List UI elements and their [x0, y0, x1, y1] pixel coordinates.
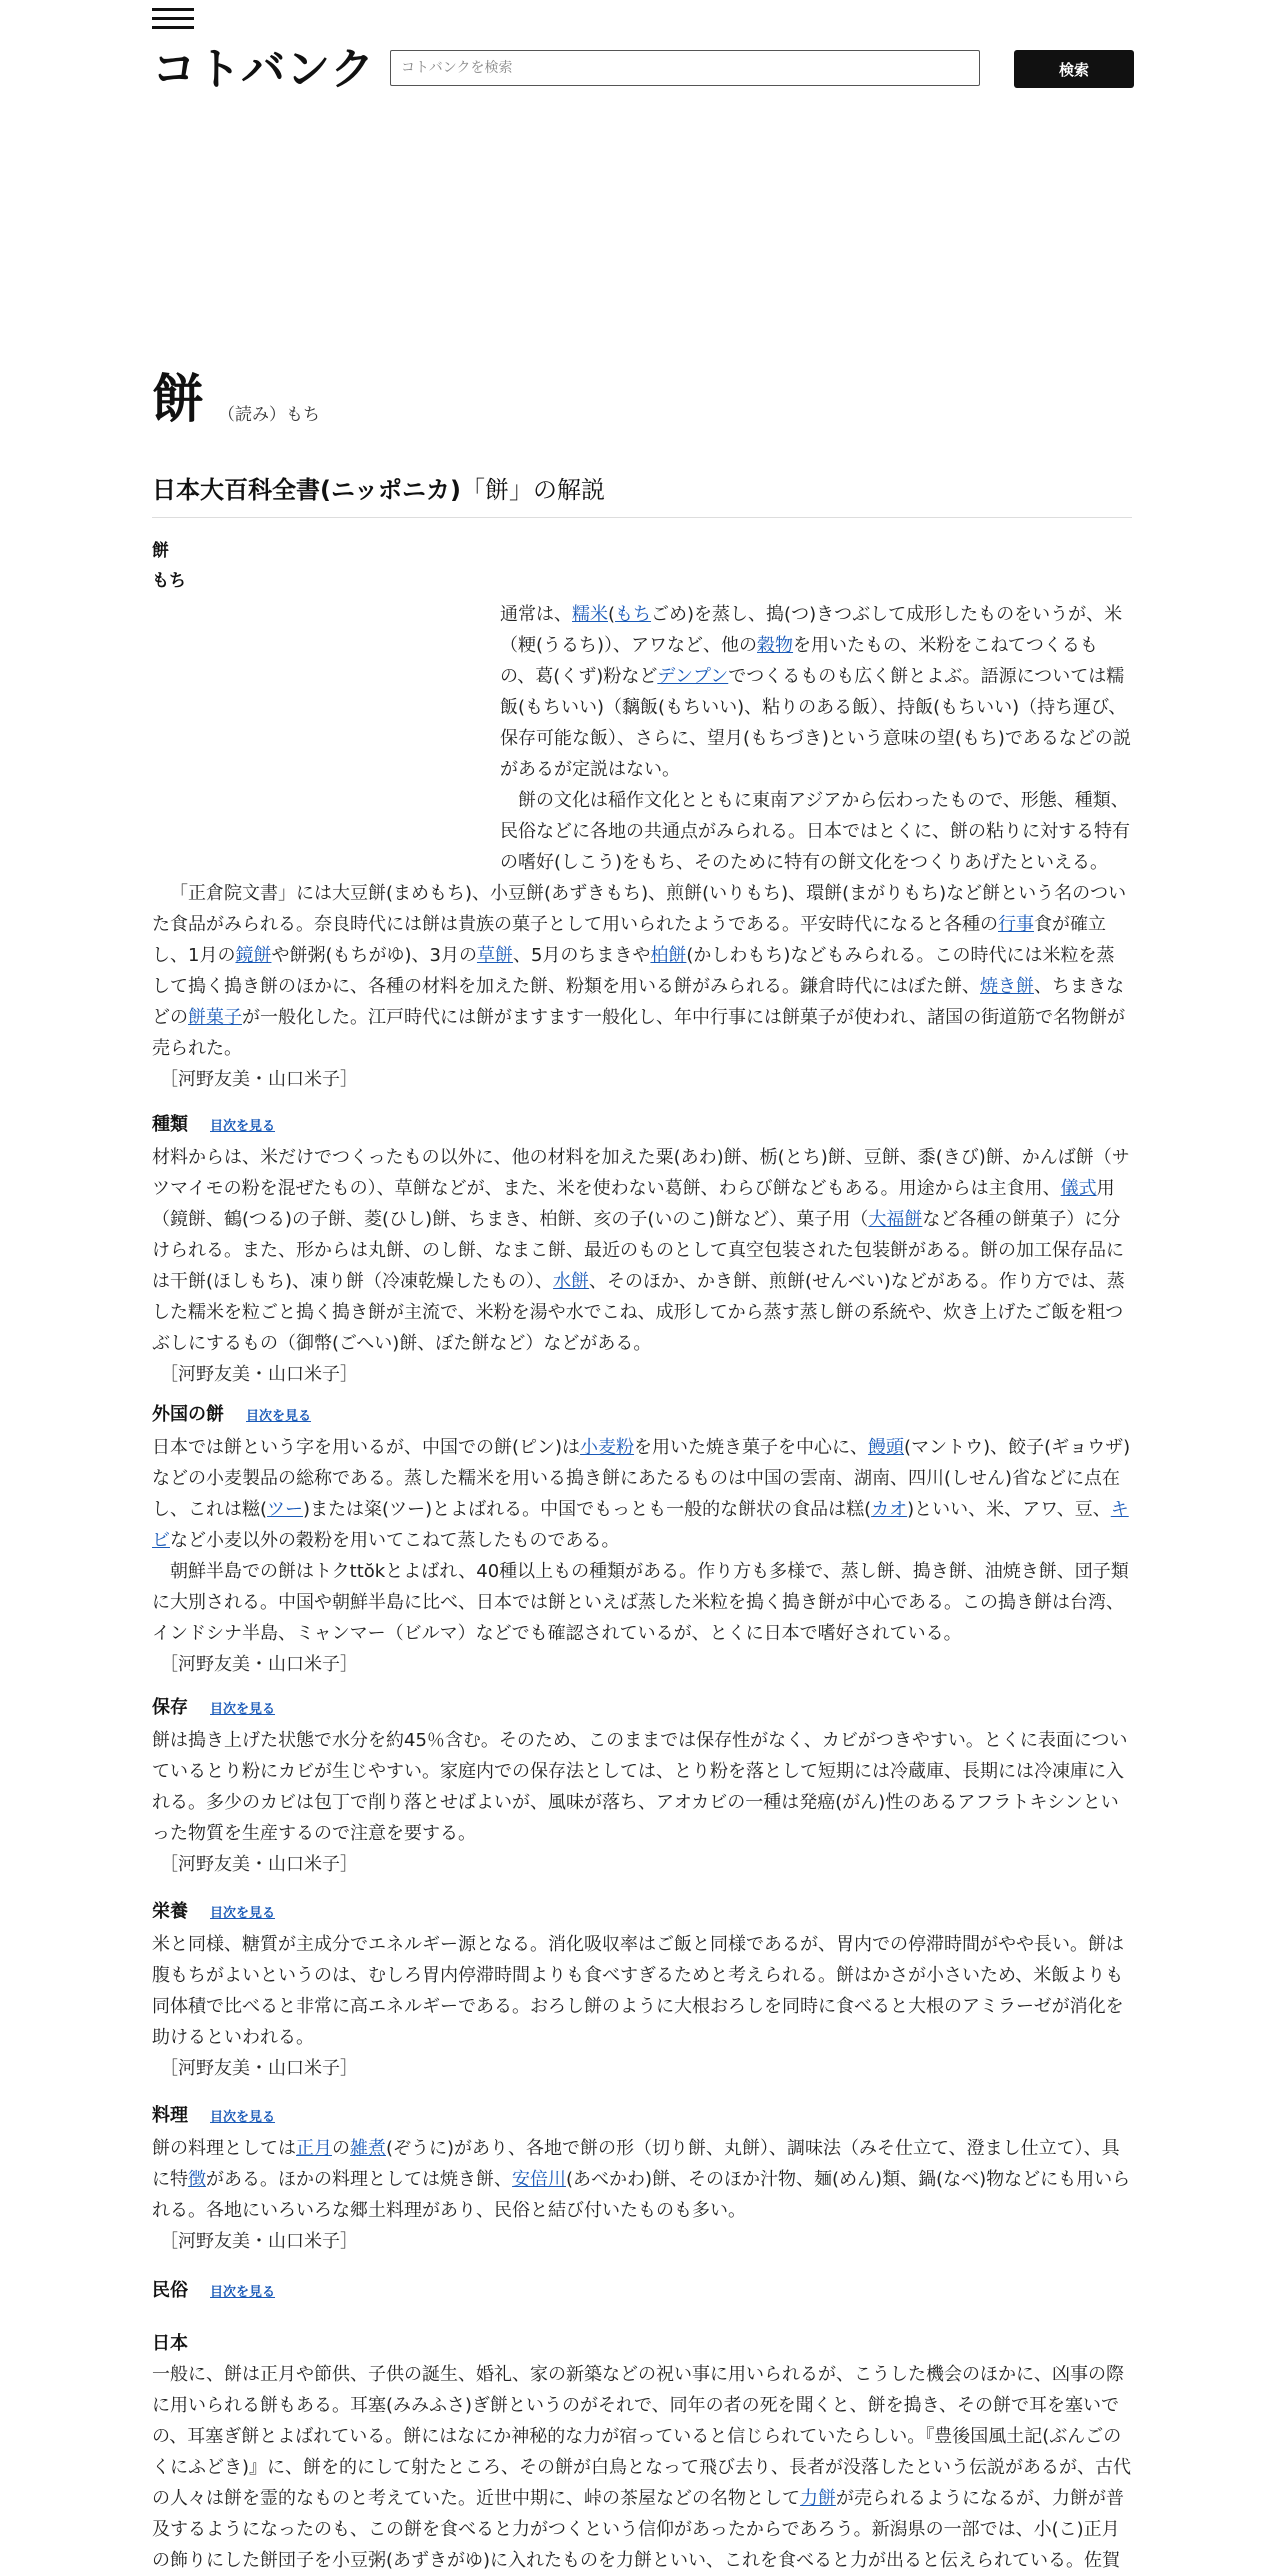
link[interactable]: 柏餅	[650, 945, 687, 966]
section-title: 料理 目次を見る	[152, 2105, 276, 2126]
text: でつくるものも広く餅とよぶ。語源については糯飯(もちいい)（黐飯(もちいい)、粘りのある飯）、持飯(もちいい)（持ち運び、保存可能な飯）、さらに、望月(もちづき)という意味の望(もち)であるなどの説があるが定説はない。	[500, 666, 1131, 780]
text: )といい、米、アワ、豆、	[907, 1499, 1111, 1520]
text: 、ちまきなどの	[152, 976, 1124, 1028]
section-title: 日本	[152, 2333, 188, 2354]
section-title: 外国の餅 目次を見る	[152, 1404, 312, 1425]
section-title: 種類 目次を見る	[152, 1114, 276, 1135]
entry-head-kanji: 餅	[152, 541, 169, 561]
section-cooking	[152, 2100, 1132, 2257]
intro-section	[152, 599, 1132, 1095]
link[interactable]: 穀物	[757, 635, 794, 656]
text: 用（鏡餅、鶴(つる)の子餅、菱(ひし)餅、ちまき、柏餅、亥の子(いのこ)餅など）、菓子用（	[152, 1178, 1115, 1230]
divider	[152, 517, 1132, 518]
section-paragraph	[152, 1432, 1132, 1556]
entry-head-kana: もち	[152, 571, 186, 591]
text: の	[332, 2138, 350, 2159]
entry-heading	[152, 536, 186, 596]
link[interactable]: 鏡餅	[235, 945, 272, 966]
dictionary-title	[152, 470, 605, 505]
section-title: 民俗 目次を見る	[152, 2280, 276, 2301]
author-credit: ［河野友美・山口米子］	[160, 1069, 358, 1090]
dictionary-name: 日本大百科全書(ニッポニカ)	[152, 476, 461, 504]
toc-link[interactable]: 目次を見る	[210, 2110, 276, 2125]
link[interactable]: 焼き餅	[980, 976, 1034, 997]
author-credit: ［河野友美・山口米子］	[160, 1364, 358, 1385]
toc-link[interactable]: 目次を見る	[210, 1119, 276, 1134]
site-logo[interactable]: コトバンク	[152, 44, 376, 95]
toc-link[interactable]: 目次を見る	[210, 1906, 276, 1921]
text: 一般に、餅は正月や節供、子供の誕生、婚礼、家の新築などの祝い事に用いられるが、こうした機会のほかに、凶事の際に用いられる餅もある。耳塞(みみふさ)ぎ餅というのがそれで、同年の者の死を聞くと、餅を搗き、その餅で耳を塞いでの、耳塞ぎ餅とよばれている。餅にはなにか神秘的な力が宿っていると信じられていたらしい。『豊後国風土記(ぶんごのくにふどき)』に、餅を的にして射たところ、その餅が白鳥となって飛び去り、長者が没落したという伝説があるが、古代の人々は餅を霊的なものと考えていた。近世中期に、峠の茶屋などの名物として	[152, 2364, 1132, 2509]
link[interactable]: 餅菓子	[188, 1007, 242, 1028]
text: や餅粥(もちがゆ)、3月の	[271, 945, 477, 966]
link[interactable]: 糯米	[572, 604, 608, 625]
section-japan	[152, 2328, 1132, 2576]
text: 食が確立し、1月の	[152, 914, 1106, 966]
section-paragraph	[152, 1142, 1132, 1359]
author-credit: ［河野友美・山口米子］	[160, 2231, 358, 2252]
link[interactable]: 安倍川	[512, 2169, 566, 2190]
link[interactable]: デンプン	[657, 666, 729, 687]
text: が一般化した。江戸時代には餅がますます一般化し、年中行事には餅菓子が使われ、諸国の街道筋で名物餅が売られた。	[152, 1007, 1126, 1059]
intro-paragraph	[152, 878, 1132, 1064]
link[interactable]: 饅頭	[868, 1437, 905, 1458]
text: ごめ)を蒸し、搗(つ)きつぶして成形したものをいうが、米（粳(うるち)）、アワなど、他の	[500, 604, 1123, 656]
author-credit: ［河野友美・山口米子］	[160, 1854, 358, 1875]
search-button[interactable]: 検索	[1014, 50, 1134, 88]
section-title: 保存 目次を見る	[152, 1697, 276, 1718]
text: がある。ほかの料理としては焼き餅、	[206, 2169, 512, 2190]
section-title: 栄養 目次を見る	[152, 1901, 276, 1922]
text: を用いたもの、米粉をこねてつくるもの、葛(くず)粉など	[500, 635, 1098, 687]
dictionary-title-suffix: 「餅」の解説	[460, 476, 605, 504]
link[interactable]: 正月	[296, 2138, 332, 2159]
text: (ぞうに)があり、各地で餅の形（切り餅、丸餅）、調味法（みそ仕立て、澄まし仕立て）、具に特	[152, 2138, 1120, 2190]
text: )または粢(ツー)とよばれる。中国でもっとも一般的な餅状の食品は糕(	[303, 1499, 872, 1520]
search-input[interactable]	[390, 50, 980, 86]
text: が売られるようになるが、力餅が普及するようになったのも、この餅を食べると力がつくという信仰があったからであろう。新潟県の一部では、小(こ)正月の飾りにした餅団子を小豆粥(あずきがゆ)に入れたものを力餅といい、これを食べると力が出ると伝えられている。佐賀	[152, 2488, 1124, 2571]
section-foreign	[152, 1399, 1132, 1680]
text: 「正倉院文書」には大豆餅(まめもち)、小豆餅(あずきもち)、煎餅(いりもち)、環餅(まがりもち)など餅という名のついた食品がみられる。奈良時代には餅は貴族の菓子として用いられたようである。平安時代になると各種の	[152, 883, 1127, 935]
section-folklore	[152, 2275, 1132, 2308]
link[interactable]: 儀式	[1060, 1178, 1097, 1199]
link[interactable]: もち	[615, 604, 652, 625]
text: 、そのほか、かき餅、煎餅(せんべい)などがある。作り方では、蒸した糯米を粒ごと搗く搗き餅が主流で、米粉を湯や水でこね、成形してから蒸す蒸し餅の系統や、炊き上げたご飯を粗つぶしにするもの（御幣(ごへい)餅、ぼた餅など）などがある。	[152, 1271, 1125, 1354]
toc-link[interactable]: 目次を見る	[210, 2285, 276, 2300]
section-paragraph: 餅は搗き上げた状態で水分を約45％含む。そのため、このままでは保存性がなく、カビがつきやすい。とくに表面についているとり粉にカビが生じやすい。家庭内での保存法としては、とり粉を落として短期には冷蔵庫、長期には冷凍庫に入れる。多少のカビは包丁で削り落とせばよいが、風味が落ち、アオカビの一種は発癌(がん)性のあるアフラトキシンといった物質を生産するので注意を要する。	[152, 1730, 1128, 1844]
text: など各種の餅菓子）に分けられる。また、形からは丸餅、のし餅、なまこ餅、最近のものとして真空包装された包装餅がある。餅の加工保存品には干餅(ほしもち)、凍り餅（冷凍乾燥したもの）、	[152, 1209, 1124, 1292]
link[interactable]: ツー	[267, 1499, 304, 1520]
text: (あべかわ)餅、そのほか汁物、麺(めん)類、鍋(なべ)物などにも用いられる。各地にいろいろな郷土料理があり、民俗と結び付いたものも多い。	[152, 2169, 1131, 2221]
link[interactable]: 小麦粉	[580, 1437, 635, 1458]
image-placeholder	[152, 599, 500, 877]
section-storage	[152, 1692, 1132, 1880]
text: 、5月のちまきや	[512, 945, 651, 966]
link[interactable]: 雑煮	[350, 2138, 386, 2159]
section-paragraph: 米と同様、糖質が主成分でエネルギー源となる。消化吸収率はご飯と同様であるが、胃内での停滞時間がやや長い。餅は腹もちがよいというのは、むしろ胃内停滞時間よりも食べすぎるためと考えられる。餅はかさが小さいため、米飯よりも同体積で比べると非常に高エネルギーである。おろし餅のように大根おろしを同時に食べると大根のアミラーゼが消化を助けるといわれる。	[152, 1934, 1124, 2048]
link[interactable]: 大福餅	[868, 1209, 923, 1230]
menu-icon[interactable]	[152, 8, 194, 30]
text: を用いた焼き菓子を中心に、	[634, 1437, 869, 1458]
reading: （読み）もち	[218, 405, 320, 425]
section-paragraph	[152, 2359, 1132, 2576]
intro-paragraph: 餅の文化は稲作文化とともに東南アジアから伝わったもので、形態、種類、民俗などに各地の共通点がみられる。日本ではとくに、餅の粘りに対する特有の嗜好(しこう)をもち、そのために特有の餅文化をつくりあげたといえる。	[500, 790, 1130, 873]
page-title: 餅	[152, 369, 205, 430]
section-paragraph: 朝鮮半島での餅はトクttŏkとよばれ、40種以上もの種類がある。作り方も多様で、蒸し餅、搗き餅、油焼き餅、団子類に大別される。中国や朝鮮半島に比べ、日本では餅といえば蒸した米粒を搗く搗き餅が中心である。この搗き餅は台湾、インドシナ半島、ミャンマー（ビルマ）などでも確認されているが、とくに日本で嗜好されている。	[152, 1561, 1129, 1644]
link[interactable]: 力餅	[800, 2488, 836, 2509]
toc-link[interactable]: 目次を見る	[210, 1702, 276, 1717]
link[interactable]: キビ	[152, 1499, 1129, 1551]
text: (	[608, 604, 616, 625]
text: 餅の料理としては	[152, 2138, 296, 2159]
text: (マントウ)、餃子(ギョウザ)などの小麦製品の総称である。蒸した糯米を用いる搗き餅にあたるものは中国の雲南、湖南、四川(しせん)省などに点在し、これは糍(	[152, 1437, 1131, 1520]
link[interactable]: 草餅	[476, 945, 513, 966]
author-credit: ［河野友美・山口米子］	[160, 2058, 358, 2079]
link[interactable]: カオ	[871, 1499, 908, 1520]
text: など小麦以外の穀粉を用いてこねて蒸したものである。	[170, 1530, 620, 1551]
link[interactable]: 行事	[998, 914, 1034, 935]
section-paragraph	[152, 2133, 1132, 2226]
link[interactable]: 水餅	[553, 1271, 590, 1292]
section-nutrition	[152, 1896, 1132, 2084]
text: (かしわもち)などもみられる。この時代には米粒を蒸して搗く搗き餅のほかに、各種の材料を加えた餅、粉類を用いる餅がみられる。鎌倉時代にはぼた餅、	[152, 945, 1115, 997]
section-types	[152, 1109, 1132, 1390]
toc-link[interactable]: 目次を見る	[246, 1409, 312, 1424]
link[interactable]: 徴	[188, 2169, 206, 2190]
text: 通常は、	[500, 604, 572, 625]
text: 材料からは、米だけでつくったもの以外に、他の材料を加えた粟(あわ)餅、栃(とち)餅、豆餅、黍(きび)餅、かんば餅（サツマイモの粉を混ぜたもの）、草餅などが、また、米を使わない葛餅、わらび餅などもある。用途からは主食用、	[152, 1147, 1130, 1199]
text: 日本では餅という字を用いるが、中国での餅(ピン)は	[152, 1437, 581, 1458]
author-credit: ［河野友美・山口米子］	[160, 1654, 358, 1675]
